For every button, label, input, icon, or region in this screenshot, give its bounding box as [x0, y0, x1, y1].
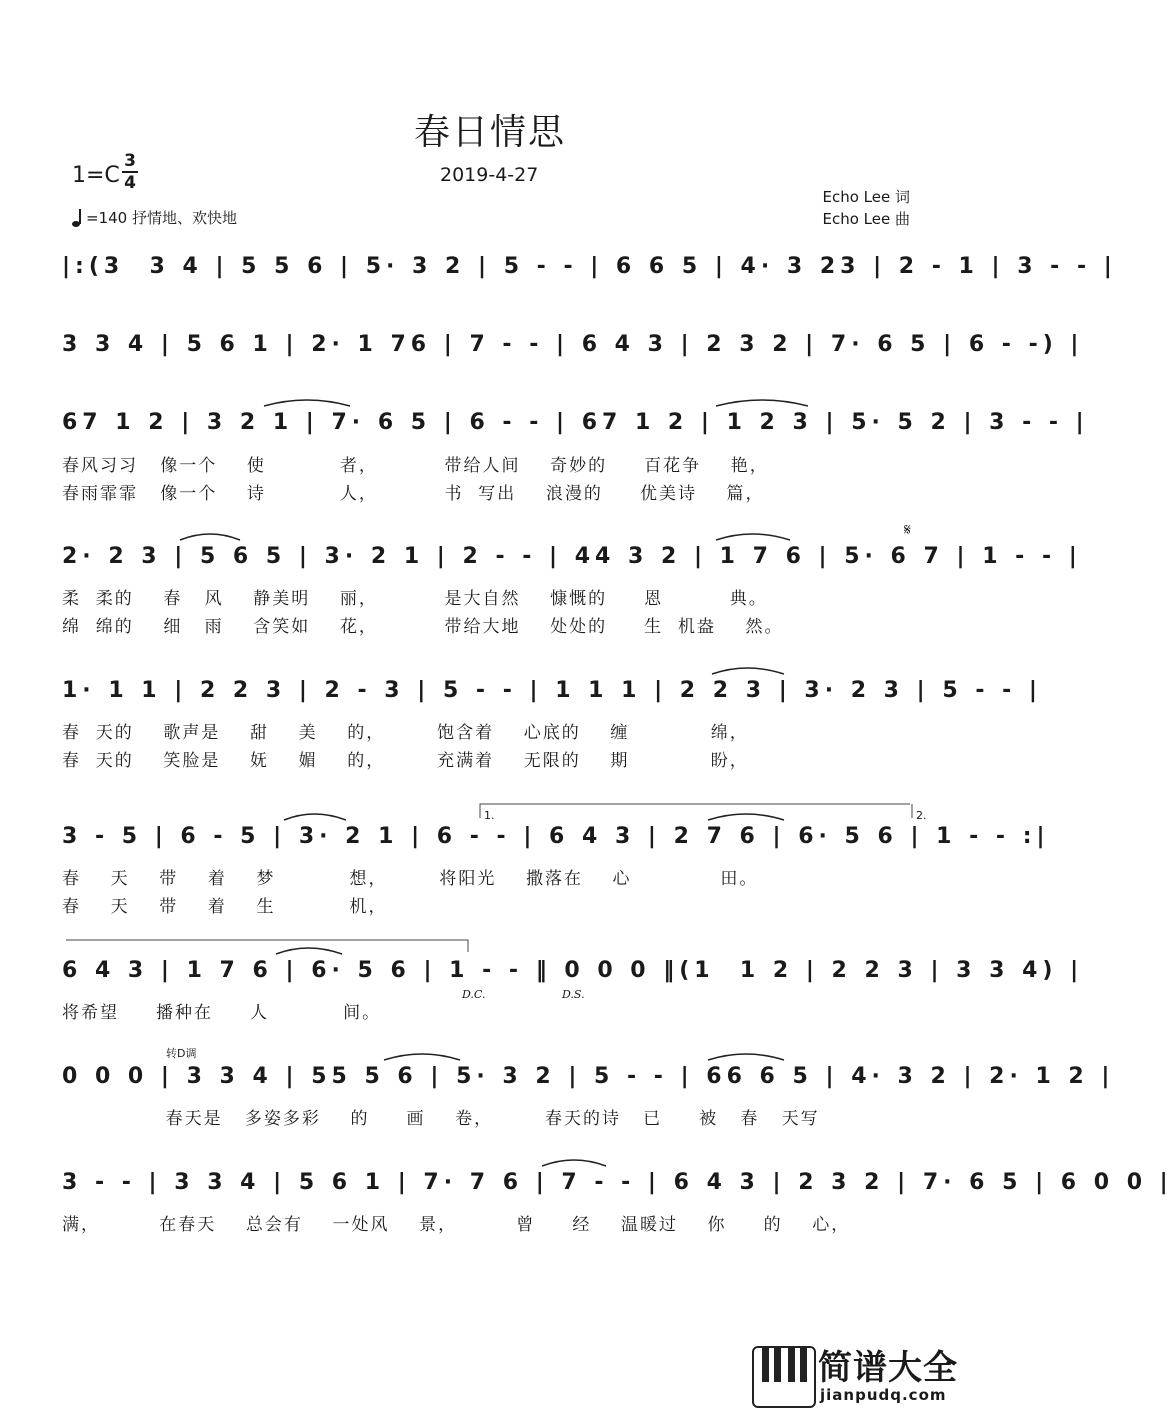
time-signature-bottom: 4 — [124, 173, 136, 193]
system-notes: 67 1 2 | 3 2 1 | 7· 6 5 | 6 - - | 67 1 2 | 1 2 3 | 5· 5 2 | 3 - - | — [62, 409, 1089, 435]
watermark-name: 简谱大全 — [818, 1348, 958, 1388]
lyrics-verse-2: 春雨霏霏 像一个 诗 人， 书 写出 浪漫的 优美诗 篇， — [62, 484, 765, 504]
watermark-logo — [752, 1340, 972, 1410]
lyrics-verse-1: 春风习习 像一个 使 者， 带给人间 奇妙的 百花争 艳， — [62, 456, 769, 476]
lyrics-verse-1: 将希望 播种在 人 间。 — [62, 1003, 382, 1023]
volta-2-label: 2. — [916, 809, 927, 822]
system-9 — [62, 1160, 1173, 1204]
system-notes: 1· 1 1 | 2 2 3 | 2 - 3 | 5 - - | 1 1 1 | 2 2 3 | 3· 2 3 | 5 - - | — [62, 677, 1042, 703]
system-notes: 0 0 0 | 3 3 4 | 55 5 6 | 5· 3 2 | 5 - - | 66 6 5 | 4· 3 2 | 2· 1 2 | — [62, 1063, 1115, 1089]
system-notes: 3 3 4 | 5 6 1 | 2· 1 76 | 7 - - | 6 4 3 | 2 3 2 | 7· 6 5 | 6 - -) | — [62, 331, 1084, 357]
lyricist: Echo Lee 词 — [822, 188, 910, 206]
tempo-marking — [72, 207, 237, 228]
key-change-mark: 转D调 — [166, 1047, 197, 1060]
lyrics-verse-1: 满， 在春天 总会有 一处风 景， 曾 经 温暖过 你 的 心， — [62, 1215, 851, 1235]
system-6 — [62, 814, 1050, 858]
dc-mark: D.C. — [462, 988, 486, 1001]
system-1 — [62, 244, 1117, 288]
volta-1-label: 1. — [484, 809, 495, 822]
system-notes: 3 - 5 | 6 - 5 | 3· 2 1 | 6 - - | 6 4 3 | 2 7 6 | 6· 5 6 | 1 - - :| — [62, 823, 1050, 849]
lyrics-verse-2: 春 天 带 着 生 机， — [62, 897, 388, 917]
system-notes: 2· 2 3 | 5 6 5 | 3· 2 1 | 2 - - | 44 3 2 | 1 7 6 | 5· 6 7 | 1 - - | — [62, 543, 1082, 569]
date: 2019-4-27 — [440, 164, 539, 186]
lyrics-verse-1: 春天是 多姿多彩 的 画 卷， 春天的诗 已 被 春 天写 — [62, 1109, 820, 1129]
time-signature — [122, 152, 138, 192]
time-signature-top: 3 — [124, 151, 136, 171]
system-2 — [62, 322, 1084, 366]
lyrics-verse-1: 柔 柔的 春 风 静美明 丽， 是大自然 慷慨的 恩 典。 — [62, 589, 768, 609]
quarter-note-icon — [72, 209, 84, 227]
tempo-text: =140 抒情地、欢快地 — [86, 209, 237, 227]
watermark-url: jianpudq.com — [820, 1386, 947, 1404]
system-notes: 6 4 3 | 1 7 6 | 6· 5 6 | 1 - - ‖ 0 0 0 ‖(1 1 2 | 2 2 3 | 3 3 4) | — [62, 957, 1084, 983]
page-title: 春日情思 — [413, 112, 566, 153]
system-8 — [62, 1054, 1115, 1098]
system-5 — [62, 668, 1042, 712]
system-notes: 3 - - | 3 3 4 | 5 6 1 | 7· 7 6 | 7 - - | 6 4 3 | 2 3 2 | 7· 6 5 | 6 0 0 | — [62, 1169, 1173, 1195]
lyrics-verse-2: 春 天的 笑脸是 妩 媚 的， 充满着 无限的 期 盼， — [62, 751, 749, 771]
ds-mark: D.S. — [562, 988, 585, 1001]
system-notes: |:(3 3 4 | 5 5 6 | 5· 3 2 | 5 - - | 6 6 5 | 4· 3 23 | 2 - 1 | 3 - - | — [62, 253, 1117, 279]
piano-keys-icon — [752, 1346, 816, 1408]
lyrics-verse-1: 春 天 带 着 梦 想， 将阳光 撒落在 心 田。 — [62, 869, 759, 889]
lyrics-verse-2: 绵 绵的 细 雨 含笑如 花， 带给大地 处处的 生 机盎 然。 — [62, 617, 784, 637]
system-4 — [62, 534, 1082, 578]
segno-mark: 𝄋 — [904, 520, 911, 539]
key-signature: 1=C — [72, 163, 120, 188]
system-3 — [62, 400, 1089, 444]
composer: Echo Lee 曲 — [822, 210, 910, 228]
system-7 — [62, 948, 1084, 992]
lyrics-verse-1: 春 天的 歌声是 甜 美 的， 饱含着 心底的 缠 绵， — [62, 723, 749, 743]
